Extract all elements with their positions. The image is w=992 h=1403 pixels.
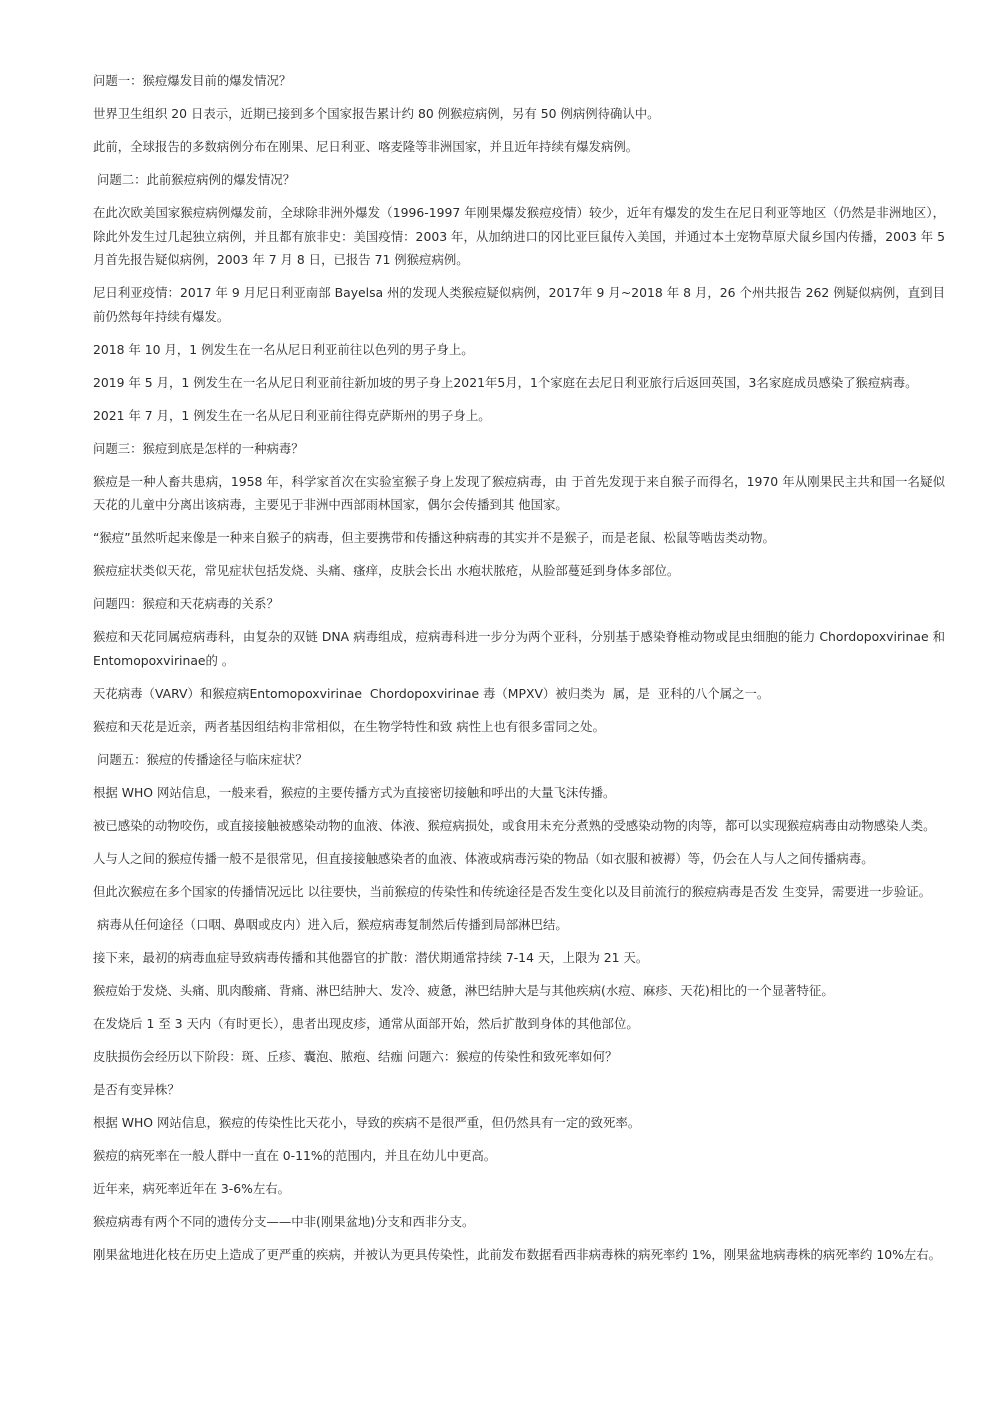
paragraph: 世界卫生组织 20 日表示，近期已接到多个国家报告累计约 80 例猴痘病例，另有 50 例病例待确认中。 xyxy=(93,106,660,121)
heading-question-2: 问题二：此前猴痘病例的爆发情况？ xyxy=(93,172,296,187)
heading-question-1: 问题一：猴痘爆发目前的爆发情况？ xyxy=(93,73,292,88)
paragraph: 根据 WHO 网站信息，一般来看，猴痘的主要传播方式为直接密切接触和呼出的大量飞沫传播。 xyxy=(93,784,616,800)
paragraph: 近年来，病死率近年在 3-6%左右。 xyxy=(93,1180,291,1196)
paragraph: 被已感染的动物咬伤，或直接接触被感染动物的血液、体液、猴痘病损处，或食用未充分煮熟的受感染动物的肉等，都可以实现猴痘病毒由动物感染人类。 xyxy=(93,817,936,833)
paragraph: “猴痘”虽然听起来像是一种来自猴子的病毒，但主要携带和传播这种病毒的其实并不是猴子，而是老鼠、松鼠等啮齿类动物。 xyxy=(93,530,775,545)
paragraph: 尼日利亚疫情：2017 年 9 月尼日利亚南部 Bayelsa 州的发现人类猴痘疑似病例，2017年 9 月~2018 年 8 月，26 个州共报告 262 例疑似病例，直到目前仍然每年持续有爆发。 xyxy=(93,285,945,324)
paragraph: 在发烧后 1 至 3 天内（有时更长），患者出现皮疹，通常从面部开始，然后扩散到身体的其他部位。 xyxy=(93,1015,639,1031)
paragraph: 猴痘是一种人畜共患病，1958 年，科学家首次在实验室猴子身上发现了猴痘病毒，由 于首先发现于来自猴子而得名，1970 年从刚果民主共和国一名疑似天花的儿童中分离出该病毒，主要见于非洲中西部雨林国家，偶尔会传播到其 他国家。 xyxy=(93,473,945,512)
paragraph: 人与人之间的猴痘传播一般不是很常见，但直接接触感染者的血液、体液或病毒污染的物品（如衣服和被褥）等，仍会在人与人之间传播病毒。 xyxy=(93,850,874,866)
heading-question-6-cont: 是否有变异株？ xyxy=(93,1081,180,1097)
paragraph: 接下来，最初的病毒血症导致病毒传播和其他器官的扩散：潜伏期通常持续 7-14 天，上限为 21 天。 xyxy=(93,949,649,965)
paragraph: 病毒从任何途径（口咽、鼻咽或皮内）进入后，猴痘病毒复制然后传播到局部淋巴结。 xyxy=(93,916,568,932)
paragraph: 猴痘和天花是近亲，两者基因组结构非常相似，在生物学特性和致 病性上也有很多雷同之处。 xyxy=(93,718,605,734)
paragraph: 在此次欧美国家猴痘病例爆发前，全球除非洲外爆发（1996-1997 年刚果爆发猴痘疫情）较少，近年有爆发的发生在尼日利亚等地区（仍然是非洲地区），除此外发生过几起独立病例，并且都有旅非史：美国疫情：2003 年，从加纳进口的冈比亚巨鼠传入美国，并通过本土宠物草原犬鼠乡国内传播，2003 年 5 月首先报告疑似病例，2003 年 7 月 8 日，已报告 71 例猴痘病例。 xyxy=(93,205,945,267)
paragraph: 天花病毒（VARV）和猴痘病Entomopoxvirinae Chordopoxvirinae 毒（MPXV）被归类为 属，是 亚科的八个属之一。 xyxy=(93,685,770,701)
heading-question-4: 问题四：猴痘和天花病毒的关系？ xyxy=(93,596,279,611)
heading-question-3: 问题三：猴痘到底是怎样的一种病毒？ xyxy=(93,440,304,456)
paragraph: 猴痘始于发烧、头痛、肌肉酸痛、背痛、淋巴结肿大、发冷、疲惫，淋巴结肿大是与其他疾病(水痘、麻疹、天花)相比的一个显著特征。 xyxy=(93,982,834,998)
paragraph: 猴痘和天花同属痘病毒科，由复杂的双链 DNA 病毒组成，痘病毒科进一步分为两个亚科，分别基于感染脊椎动物或昆虫细胞的能力 Chordopoxvirinae 和 Entomopoxvirinae的 。 xyxy=(93,629,945,668)
paragraph: 根据 WHO 网站信息，猴痘的传染性比天花小，导致的疾病不是很严重，但仍然具有一定的致死率。 xyxy=(93,1114,641,1130)
heading-question-5: 问题五：猴痘的传播途径与临床症状？ xyxy=(93,751,308,767)
paragraph: 皮肤损伤会经历以下阶段：斑、丘疹、囊泡、脓疱、结痂 问题六：猴痘的传染性和致死率如何？ xyxy=(93,1048,618,1064)
paragraph: 猴痘症状类似天花，常见症状包括发烧、头痛、瘙痒，皮肤会长出 水疱状脓疮，从脸部蔓延到身体多部位。 xyxy=(93,563,680,578)
paragraph: 猴痘病毒有两个不同的遗传分支——中非(刚果盆地)分支和西非分支。 xyxy=(93,1213,475,1229)
paragraph: 此前，全球报告的多数病例分布在刚果、尼日利亚、喀麦隆等非洲国家，并且近年持续有爆发病例。 xyxy=(93,139,639,154)
paragraph: 2019 年 5 月，1 例发生在一名从尼日利亚前往新加坡的男子身上2021年5月，1个家庭在去尼日利亚旅行后返回英国，3名家庭成员感染了猴痘病毒。 xyxy=(93,374,918,390)
paragraph: 2018 年 10 月，1 例发生在一名从尼日利亚前往以色列的男子身上。 xyxy=(93,341,474,357)
paragraph: 刚果盆地进化枝在历史上造成了更严重的疾病，并被认为更具传染性，此前发布数据看西非病毒株的病死率约 1%，刚果盆地病毒株的病死率约 10%左右。 xyxy=(93,1246,942,1262)
paragraph: 2021 年 7 月，1 例发生在一名从尼日利亚前往得克萨斯州的男子身上。 xyxy=(93,407,491,423)
paragraph: 但此次猴痘在多个国家的传播情况远比 以往要快，当前猴痘的传染性和传统途径是否发生变化以及目前流行的猴痘病毒是否发 生变异，需要进一步验证。 xyxy=(93,883,932,899)
document-body xyxy=(93,69,945,1276)
paragraph: 猴痘的病死率在一般人群中一直在 0-11%的范围内，并且在幼儿中更高。 xyxy=(93,1147,497,1163)
